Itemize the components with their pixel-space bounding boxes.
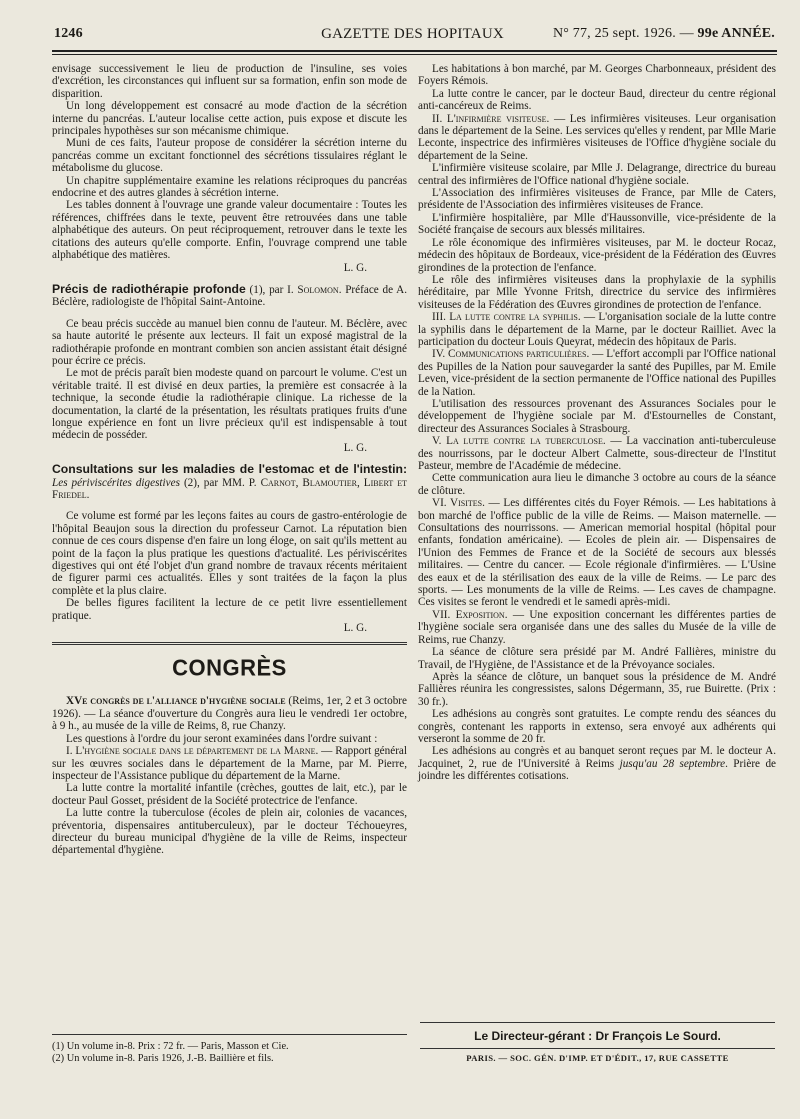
paragraph: De belles figures facilitent la lecture de ce petit livre essentiellement pratique. bbox=[52, 597, 407, 622]
issue-number: N° 77, 25 sept. 1926. — bbox=[552, 26, 694, 41]
agenda-item bbox=[418, 348, 776, 398]
book-authors: Carnot, Blamoutier, Libert et Friedel bbox=[52, 476, 407, 501]
header-rule-thin bbox=[52, 54, 777, 55]
agenda-item bbox=[418, 497, 776, 609]
right-column bbox=[418, 63, 776, 783]
printer-imprint: PARIS. — SOC. GÉN. D'IMP. ET D'ÉDIT., 17, RUE CASSETTE bbox=[420, 1048, 775, 1063]
agenda-label: II. L'infirmière visiteuse. bbox=[432, 112, 550, 125]
footnote-rule bbox=[52, 1034, 407, 1035]
agenda-text: — La vaccination anti-tuberculeuse des nourrissons, par le docteur Albert Calmette, sous-directeur de l'Institut Pasteur, membre de l'Académie de médecine. bbox=[418, 435, 776, 472]
paragraph: L'utilisation des ressources provenant des Assurances Sociales pour le développement de l'hygiène sociale par M. d'Estournelles de Constant, directeur des Assurances Sociales à Strasbourg. bbox=[418, 397, 776, 435]
agenda-item bbox=[52, 745, 407, 782]
paragraph: Les questions à l'ordre du jour seront examinées dans l'ordre suivant : bbox=[66, 732, 378, 745]
congress-name: XVe congrès de l'alliance d'hygiène sociale bbox=[66, 695, 286, 708]
paragraph: L'infirmière visiteuse scolaire, par Mlle J. Delagrange, directrice du bureau central des infirmières de l'Office national d'hygiène sociale. bbox=[418, 162, 776, 187]
congress-details: (Reims, 1er, 2 et 3 octobre 1926). — La séance d'ouverture du Congrès aura lieu le vendredi 1er octobre, à 9 h., au musée de la ville de Reims, 8, rue Chanzy. bbox=[52, 695, 407, 733]
agenda-label: I. L'hygiène sociale dans le département de la Marne. bbox=[66, 745, 319, 758]
paragraph: Ce volume est formé par les leçons faites au cours de gastro-entérologie de l'hôpital Beaujon sous la direction du professeur Carnot. La réputation bien connue de ces cours dispense d'en faire un long éloge, on sait qu'ils mettent au point de la façon la plus pratique les questions d'actualité. Les périviscérites digestives qui ont été l'objet d'un grand nombre de travaux récents méritaient de figurer parmi ces actualités. Elles y sont traitées de la façon la plus complète et la plus claire. bbox=[52, 510, 407, 597]
paragraph: Le rôle des infirmières visiteuses dans la prophylaxie de la syphilis héréditaire, par Mlle Yvonne Fritsh, directrice du service des infirmières visiteuses de la Fédération des Œuvres girondines de protection de l'enfance. bbox=[418, 273, 776, 311]
page-header bbox=[50, 26, 775, 48]
deadline: jusqu'au 28 septembre bbox=[619, 757, 726, 770]
section-rule-thin bbox=[52, 644, 407, 645]
review-heading: Consultations sur les maladies de l'estomac et de l'intestin: Les périviscérites digestives (2), par MM. P. Carnot, Blamoutier, Libert et Friedel. bbox=[52, 462, 407, 501]
agenda-label: VII. Exposition. bbox=[432, 608, 508, 621]
agenda-label: V. La lutte contre la tuberculose. bbox=[432, 435, 606, 448]
registration-text: Les adhésions au congrès et au banquet seront reçues par M. le docteur A. Jacquinet, 2, rue de l'Université à Reims bbox=[418, 745, 776, 770]
agenda-text: — Les infirmières visiteuses. Leur organisation dans le département de la Seine. Les services qu'elles y rendent, par Mlle Marie Leconte, inspectrice des infirmières visiteuses de l'Office d'hygiène sociale du département de la Seine. bbox=[418, 112, 776, 162]
header-rule bbox=[52, 50, 777, 52]
section-rule bbox=[52, 642, 407, 643]
registration-note: . Prière de joindre les différentes cotisations. bbox=[418, 757, 776, 783]
agenda-text: — Rapport général sur les œuvres sociales dans le département de la Marne, par M. Pierre, inspecteur de l'Assistance publique du département de la Marne. bbox=[52, 745, 407, 782]
agenda-label: VI. Visites. bbox=[432, 497, 485, 510]
signature: L. G. bbox=[343, 441, 367, 454]
paragraph: Un chapitre supplémentaire examine les relations réciproques du pancréas endocrine et des autres glandes à sécrétion interne. bbox=[52, 174, 407, 200]
book-preface: . Préface de A. Béclère, radiologiste de l'hôpital Saint-Antoine. bbox=[52, 283, 408, 309]
footnote: (2) Un volume in-8. Paris 1926, J.-B. Baillière et fils. bbox=[52, 1053, 274, 1064]
agenda-text: — Une exposition concernant les différentes parties de l'hygiène sociale sera organisée dans une des salles du Musée de la ville de Reims, rue Chanzy. bbox=[418, 608, 776, 646]
page-number: 1246 bbox=[54, 26, 83, 41]
paragraph: La lutte contre le cancer, par le docteur Baud, directeur du centre régional anti-cancéreux de Reims. bbox=[418, 87, 776, 113]
book-title: Précis de radiothérapie profonde bbox=[52, 281, 246, 296]
paragraph: L'Association des infirmières visiteuses de France, par Mlle de Caters, présidente de l'Association des infirmières visiteuses de France. bbox=[418, 187, 776, 212]
paragraph: Après la séance de clôture, un banquet sous la présidence de M. André Fallières réunira les congressistes, salons Dégermann, 35, rue Buirette. (Prix : 30 fr.). bbox=[418, 670, 776, 708]
paragraph: Les habitations à bon marché, par M. Georges Charbonneaux, président des Foyers Rémois. bbox=[418, 63, 776, 88]
paragraph bbox=[418, 745, 776, 782]
agenda-item bbox=[418, 609, 776, 646]
paragraph: Le mot de précis paraît bien modeste quand on parcourt le volume. C'est un véritable traité. Il est divisé en deux parties, la première est consacrée à la technique, la seconde étudie la radiothérapie clinique. La richesse de la documentation, la clarté de la présentation, les résultats pratiques fruits d'une longue expérience en font un livre précieux qu'il est indispensable à tout médecin de posséder. bbox=[52, 367, 407, 442]
agenda-item bbox=[418, 435, 776, 472]
agenda-item bbox=[418, 113, 776, 163]
signature: L. G. bbox=[343, 261, 367, 274]
book-title: Consultations sur les maladies de l'estomac et de l'intestin: bbox=[52, 462, 407, 477]
paragraph: La lutte contre la tuberculose (écoles de plein air, colonies de vacances, préventoria, dispensaires antituberculeux), par le docteur Téchoueyres, directeur du bureau municipal d'hygiène de la ville de Reims, inspecteur départemental d'hygiène. bbox=[52, 807, 407, 857]
paragraph: Le rôle économique des infirmières visiteuses, par M. le docteur Rocaz, médecin des hôpitaux de Bordeaux, vice-président de la Fédération des Œuvres girondines de la protection de l'enfance. bbox=[418, 236, 776, 274]
signature: L. G. bbox=[343, 622, 367, 635]
paragraph: Les adhésions au congrès sont gratuites. Le compte rendu des séances du congrès, contenant les rapports in extenso, sera envoyé aux adhérents qui verseront la somme de 20 fr. bbox=[418, 708, 776, 745]
paragraph: La séance de clôture sera présidé par M. André Fallières, ministre du Travail, de l'Hygiène, de l'Assistance et de la Prévoyance sociales. bbox=[418, 646, 776, 671]
agenda-text: — L'organisation sociale de la lutte contre la syphilis dans le département de la Marne, par le docteur Railliet. Avec la participation du docteur Louis Queyrat, médecin des hôpitaux de Paris. bbox=[418, 311, 776, 348]
agenda-text: — L'effort accompli par l'Office national des Pupilles de la Nation pour sauvegarder la santé des Pupilles, par M. Emile Leven, vice-président de la section permanente de l'Office national des Pupilles de la Nation. bbox=[418, 348, 776, 398]
book-author: Solomon bbox=[297, 283, 339, 296]
footnote: (1) Un volume in-8. Prix : 72 fr. — Paris, Masson et Cie. bbox=[52, 1041, 289, 1052]
agenda-label: IV. Communications particulières. bbox=[432, 348, 590, 361]
paragraph: L'infirmière hospitalière, par Mlle d'Haussonville, vice-présidente de la Société française de secours aux blessés militaires. bbox=[418, 211, 776, 237]
paragraph: envisage successivement le lieu de production de l'insuline, ses voies d'excrétion, les circonstances qui influent sur sa formation, enfin son mode de disparition. bbox=[52, 63, 407, 100]
section-title: CONGRÈS bbox=[172, 654, 287, 682]
paragraph: Un long développement est consacré au mode d'action de la sécrétion interne du pancréas. L'auteur localise cette action, puis expose et discute les principales hypothèses sur son mécanisme chimique. bbox=[52, 100, 407, 138]
agenda-item bbox=[418, 311, 776, 348]
book-ref: (1), par I. bbox=[249, 283, 298, 296]
paragraph: La lutte contre la mortalité infantile (crèches, gouttes de lait, etc.), par le docteur Paul Gosset, président de la Société protectrice de l'enfance. bbox=[52, 782, 407, 807]
book-subtitle: Les périviscérites digestives bbox=[52, 476, 180, 489]
paragraph: Ce beau précis succède au manuel bien connu de l'auteur. M. Béclère, avec sa haute autorité le présente aux lecteurs. Il fait un exposé magistral de la radiothérapie profonde en montrant combien son ancien assistant était désigné pour écrire ce précis. bbox=[52, 317, 407, 367]
journal-title: GAZETTE DES HOPITAUX bbox=[321, 26, 504, 42]
congress-heading bbox=[52, 695, 407, 732]
agenda-text: — Les différentes cités du Foyer Rémois. — Les habitations à bon marché de l'office public de la ville de Reims. — Maison maternelle. — Consultations des nourrissons. — American memorial hospital (hôpital pour enfants, fondation américaine). — Ecoles de plein air. — Dispensaires de l'Union des Femmes de France et de la Société de secours aux blessés militaires. — Centre du cancer. — Ecole régionale d'infirmières. — L'Usine des eaux et de la stérilisation des eaux de la ville de Reims. — Le parc des sports. — Les monuments de la ville de Reims. — Les caves de champagne. Ces visites se feront le vendredi et le samedi après-midi. bbox=[418, 497, 777, 609]
issue-year: 99e ANNÉE. bbox=[697, 26, 775, 41]
review-heading bbox=[52, 283, 407, 309]
issue-info bbox=[553, 26, 775, 42]
paragraph: Les tables donnent à l'ouvrage une grande valeur documentaire : Toutes les références, chiffrées dans le texte, peuvent être retrouvées dans une table alphabétique des auteurs. On peut réciproquement, retrouver dans le texte les citations des auteurs qu'elle comporte. Enfin, l'ouvrage comprend une table alphabétique des matières. bbox=[52, 199, 407, 262]
director-line: Le Directeur-gérant : Dr François Le Sourd. bbox=[420, 1022, 775, 1043]
agenda-label: III. La lutte contre la syphilis. bbox=[432, 311, 581, 324]
left-column bbox=[52, 63, 407, 857]
paragraph: Cette communication aura lieu le dimanche 3 octobre au cours de la séance de clôture. bbox=[418, 472, 776, 497]
paragraph: Muni de ces faits, l'auteur propose de considérer la sécrétion interne du pancréas comme un excitant fonctionnel des sécrétions tissulaires réglant le métabolisme du glucose. bbox=[52, 137, 407, 175]
footnotes bbox=[52, 1034, 407, 1065]
book-ref: (2), par MM. P. bbox=[179, 476, 261, 489]
